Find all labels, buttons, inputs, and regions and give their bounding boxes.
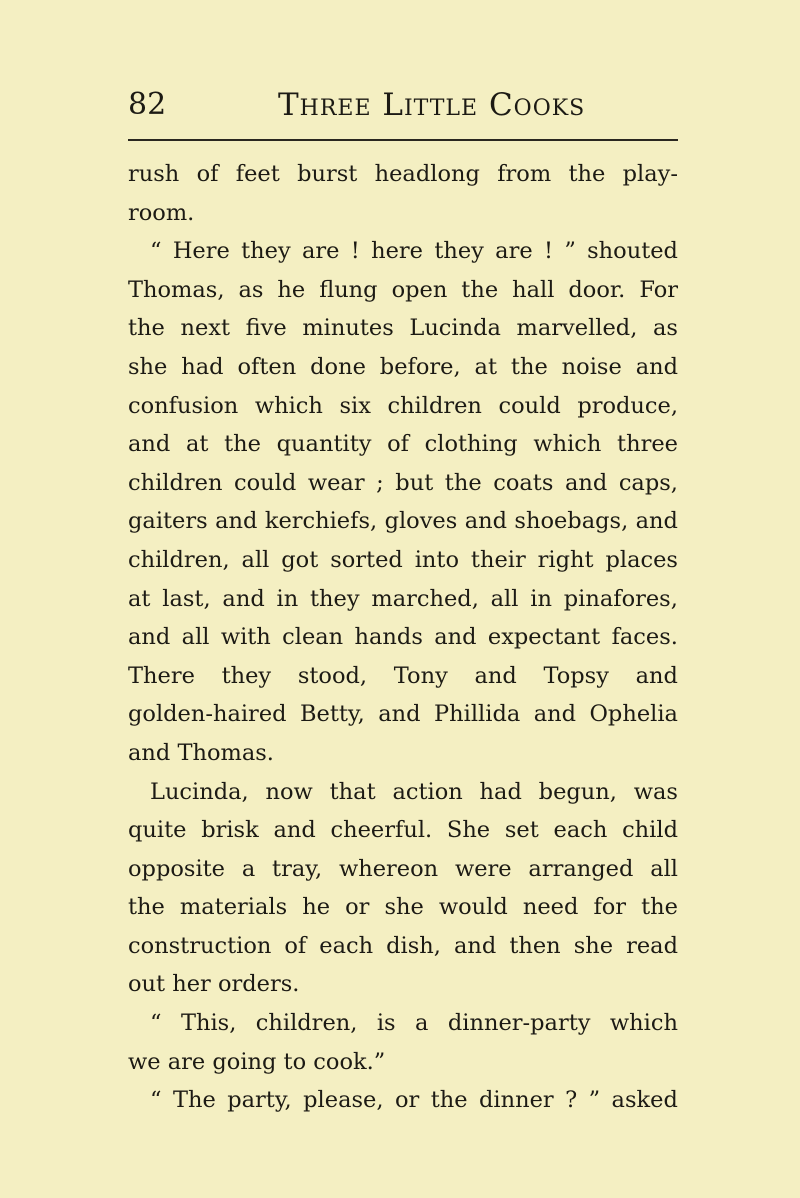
text-line: children, all got sorted into their right places xyxy=(128,546,678,573)
text-line: “ Here they are ! here they are ! ” shouted xyxy=(150,238,678,265)
text-line: out her orders. xyxy=(128,971,300,998)
text-line: and all with clean hands and expectant faces. xyxy=(128,624,678,651)
text-line: Thomas, as he flung open the hall door. For xyxy=(128,276,678,303)
running-title: Three Little Cooks xyxy=(278,87,586,123)
text-line: and at the quantity of clothing which three xyxy=(128,431,678,458)
page-number: 82 xyxy=(128,87,167,122)
running-head xyxy=(128,85,678,125)
text-line: “ This, children, is a dinner-party which xyxy=(150,1010,678,1037)
text-line: golden-haired Betty, and Phillida and Ophelia xyxy=(128,701,678,728)
text-line: gaiters and kerchiefs, gloves and shoebags, and xyxy=(128,508,678,535)
text-line: the materials he or she would need for the xyxy=(128,894,678,921)
text-line: rush of feet burst headlong from the play- xyxy=(128,161,678,187)
text-line: we are going to cook.” xyxy=(128,1048,386,1075)
text-line: the next five minutes Lucinda marvelled, as xyxy=(128,315,678,342)
text-line: “ The party, please, or the dinner ? ” asked xyxy=(150,1087,678,1114)
text-line: children could wear ; but the coats and caps, xyxy=(128,469,678,496)
text-line: opposite a tray, whereon were arranged all xyxy=(128,855,678,882)
text-line: confusion which six children could produce, xyxy=(128,392,678,419)
body-text xyxy=(128,155,678,1120)
text-line: quite brisk and cheerful. She set each child xyxy=(128,817,678,844)
text-line: at last, and in they marched, all in pinafores, xyxy=(128,585,678,612)
text-line: Lucinda, now that action had begun, was xyxy=(150,778,678,805)
header-rule xyxy=(128,139,678,141)
text-line: and Thomas. xyxy=(128,739,274,766)
text-line: There they stood, Tony and Topsy and xyxy=(128,662,678,689)
text-line: construction of each dish, and then she read xyxy=(128,932,678,959)
text-line: room. xyxy=(128,199,195,226)
text-line: she had often done before, at the noise and xyxy=(128,353,678,380)
